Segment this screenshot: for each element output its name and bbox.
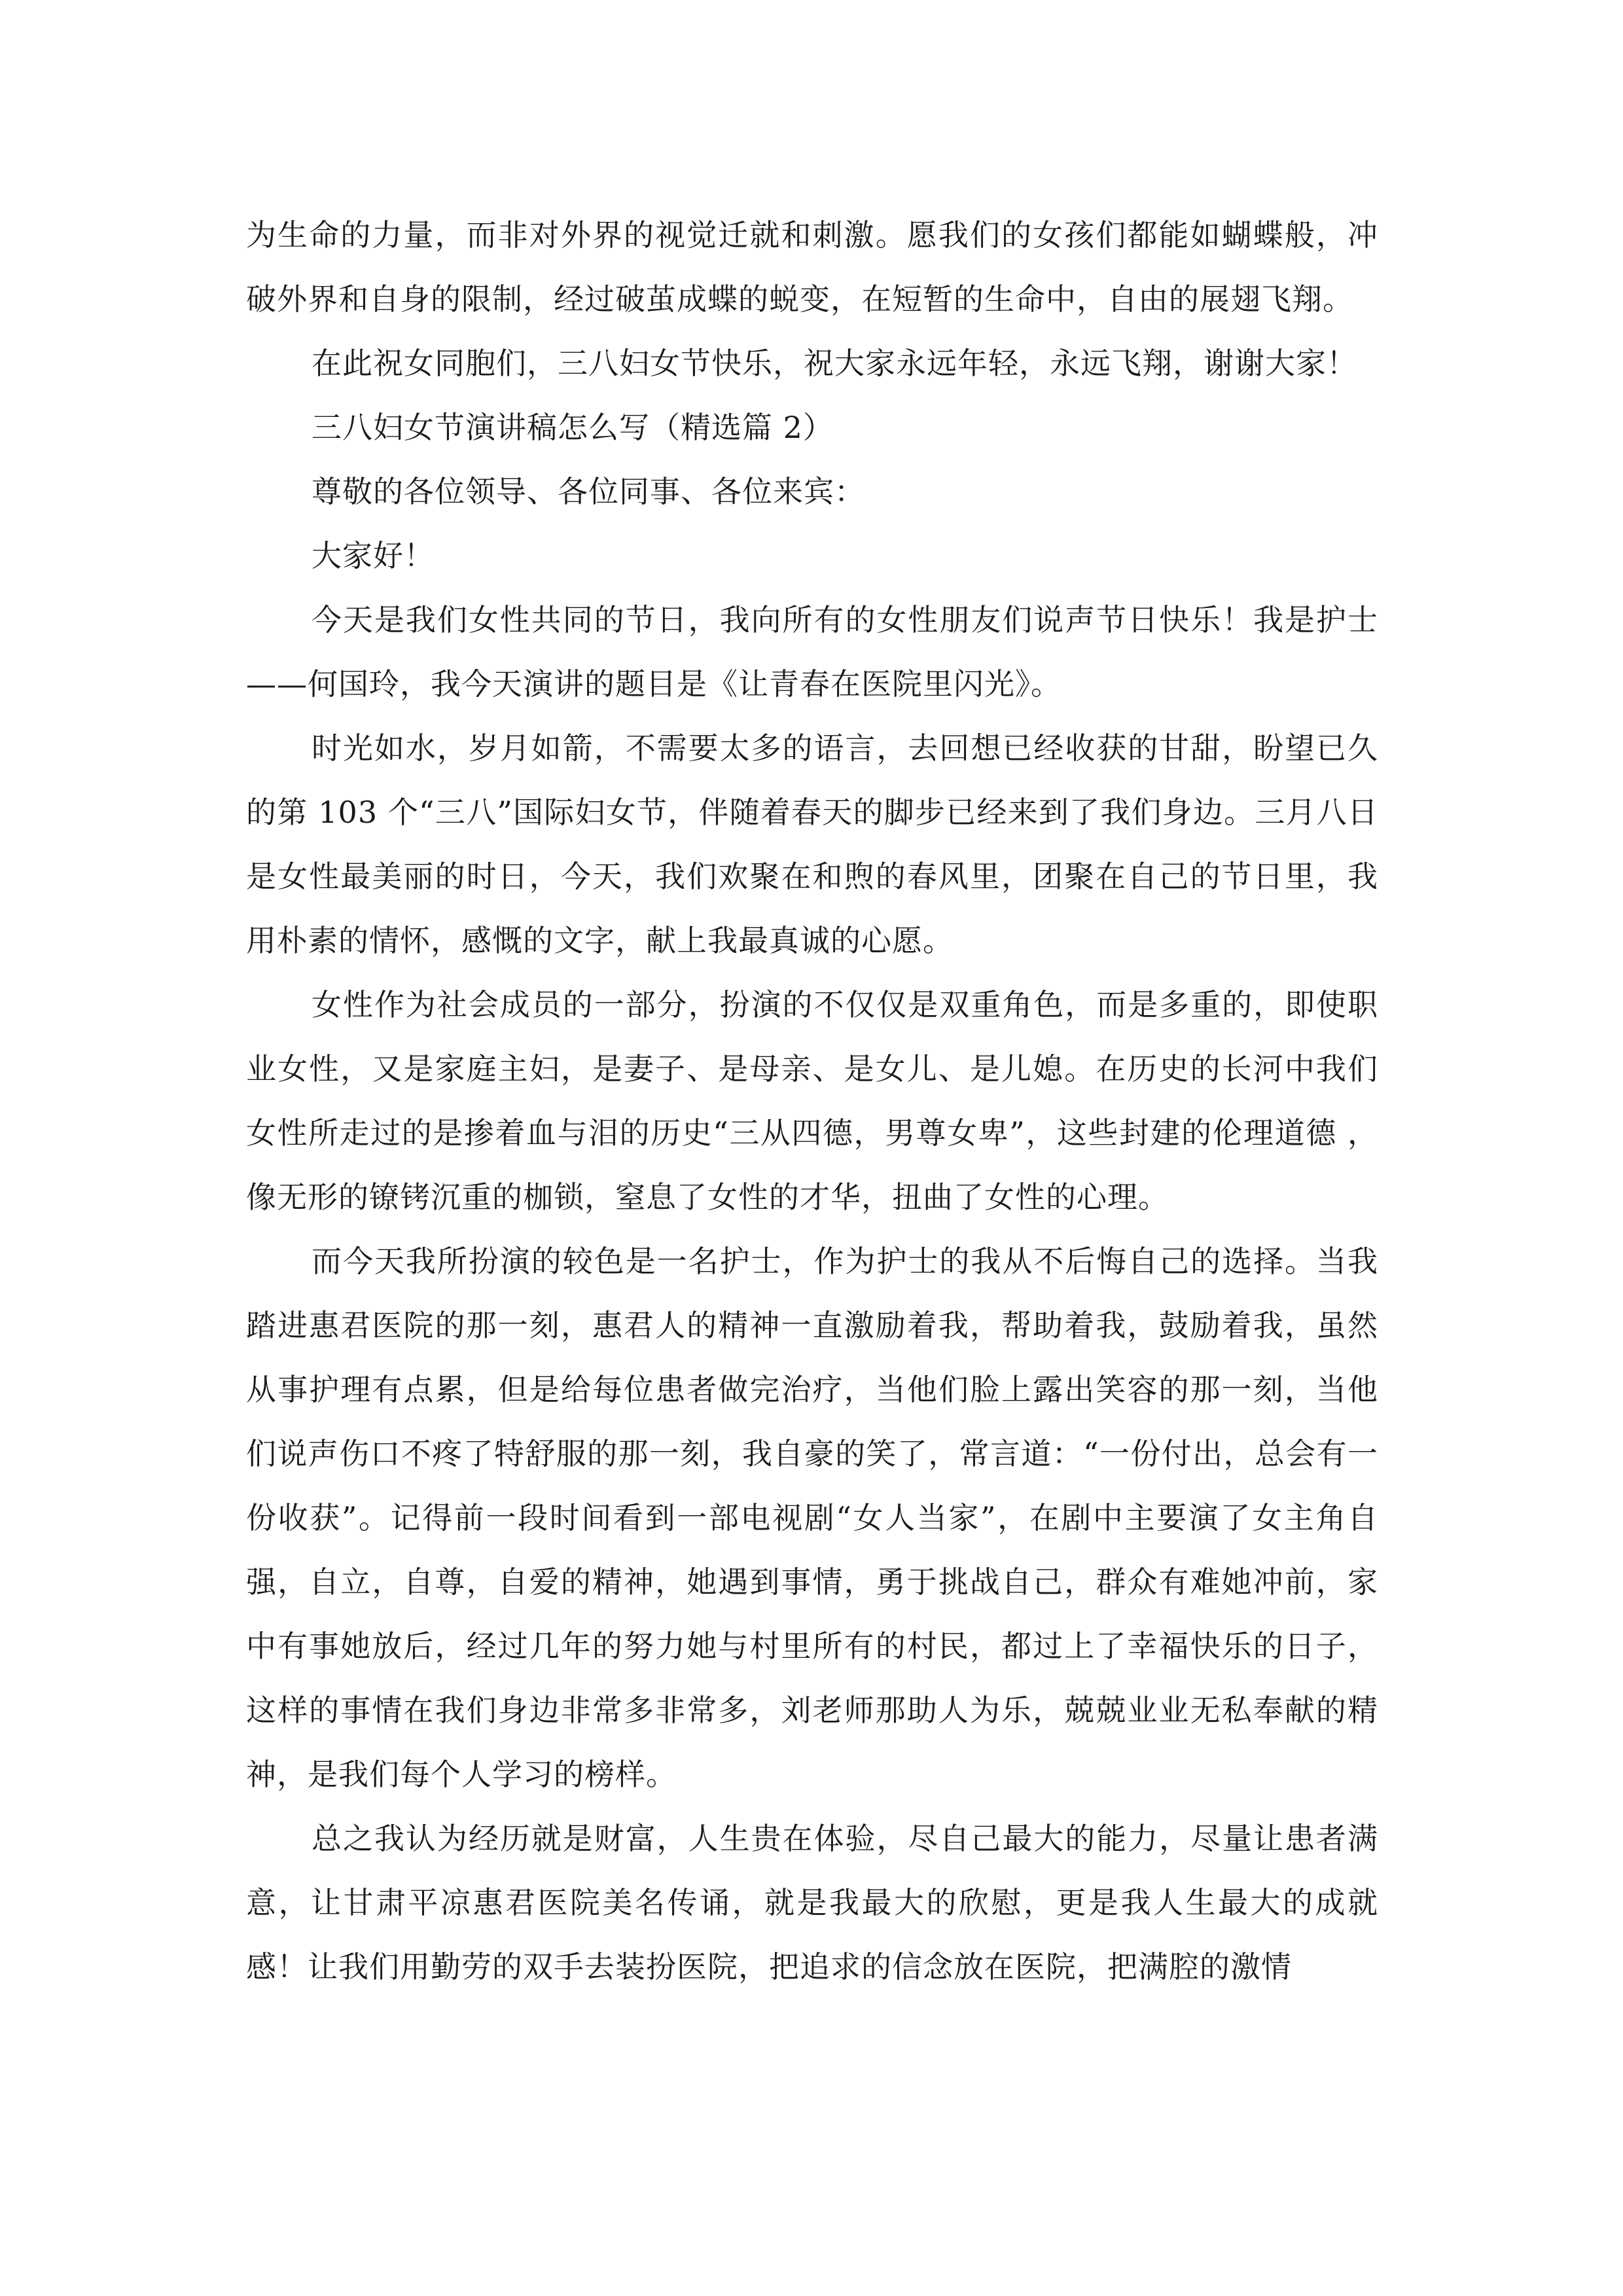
paragraph-continuation: 为生命的力量，而非对外界的视觉迁就和刺激。愿我们的女孩们都能如蝴蝶般，冲破外界和自身的限制，经过破茧成蝶的蜕变，在短暂的生命中，自由的展翅飞翔。 bbox=[246, 217, 1378, 317]
paragraph: 而今天我所扮演的较色是一名护士，作为护士的我从不后悔自己的选择。当我踏进惠君医院的那一刻，惠君人的精神一直激励着我，帮助着我，鼓励着我，虽然从事护理有点累，但是给每位患者做完治疗，当他们脸上露出笑容的那一刻，当他们说声伤口不疼了特舒服的那一刻，我自豪的笑了，常言道：“一份付出，总会有一份收获”。记得前一段时间看到一部电视剧“女人当家”，在剧中主要演了女主角自强，自立，自尊，自爱的精神，她遇到事情，勇于挑战自己，群众有难她冲前，家中有事她放后，经过几年的努力她与村里所有的村民，都过上了幸福快乐的日子，这样的事情在我们身边非常多非常多，刘老师那助人为乐，兢兢业业无私奉献的精神，是我们每个人学习的榜样。 bbox=[246, 1244, 1378, 1792]
paragraph-closing-wish: 在此祝女同胞们，三八妇女节快乐，祝大家永远年轻，永远飞翔，谢谢大家！ bbox=[312, 346, 1357, 381]
section-heading: 三八妇女节演讲稿怎么写（精选篇 2） bbox=[312, 410, 834, 445]
salutation: 尊敬的各位领导、各位同事、各位来宾： bbox=[312, 474, 865, 509]
paragraph: 总之我认为经历就是财富，人生贵在体验，尽自己最大的能力，尽量让患者满意，让甘肃平凉惠君医院美名传诵，就是我最大的欣慰，更是我人生最大的成就感！让我们用勤劳的双手去装扮医院，把追求的信念放在医院，把满腔的激情 bbox=[246, 1821, 1378, 1984]
document-body bbox=[246, 203, 1378, 1999]
paragraph: 时光如水，岁月如箭，不需要太多的语言，去回想已经收获的甘甜，盼望已久的第 103 个“三八”国际妇女节，伴随着春天的脚步已经来到了我们身边。三月八日是女性最美丽的时日，今天，我们欢聚在和煦的春风里，团聚在自己的节日里，我用朴素的情怀，感慨的文字，献上我最真诚的心愿。 bbox=[246, 730, 1378, 958]
paragraph-introduction: 今天是我们女性共同的节日，我向所有的女性朋友们说声节日快乐！我是护士——何国玲，我今天演讲的题目是《让青春在医院里闪光》。 bbox=[246, 602, 1378, 702]
paragraph: 女性作为社会成员的一部分，扮演的不仅仅是双重角色，而是多重的，即使职业女性，又是家庭主妇，是妻子、是母亲、是女儿、是儿媳。在历史的长河中我们女性所走过的是掺着血与泪的历史“三从四德，男尊女卑”，这些封建的伦理道德 ，像无形的镣铐沉重的枷锁，窒息了女性的才华，扭曲了女性的心理。 bbox=[246, 987, 1378, 1215]
greeting: 大家好！ bbox=[312, 538, 435, 573]
